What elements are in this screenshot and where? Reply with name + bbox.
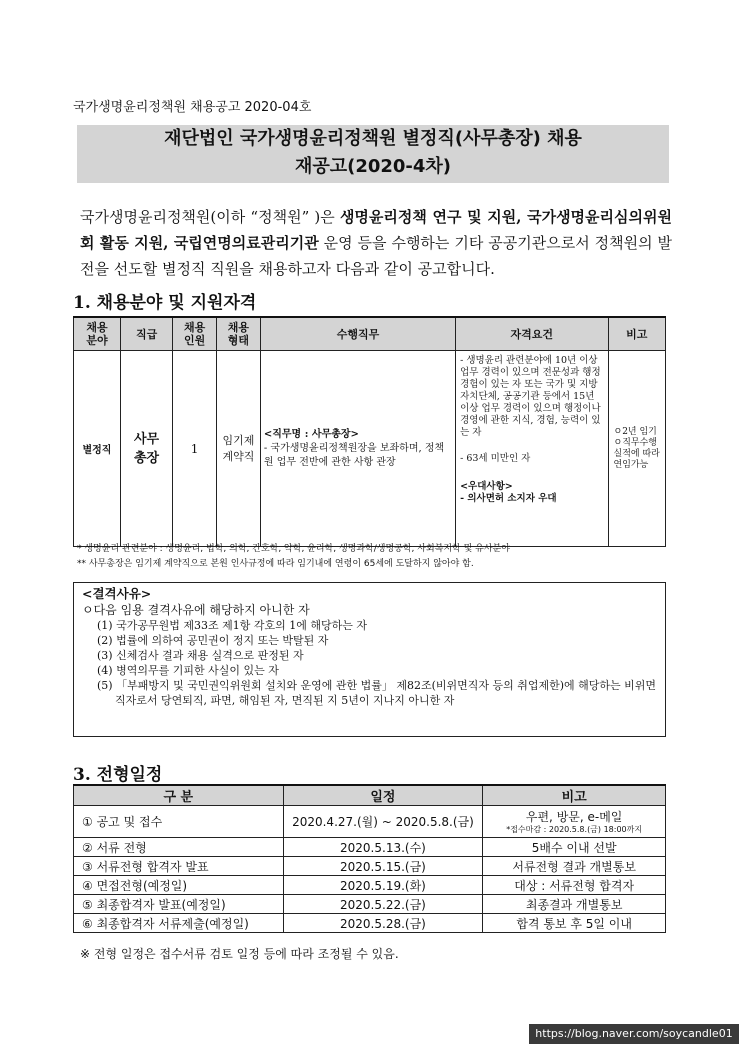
note-2: ㅇ직무수행 실적에 따라 연임가능 bbox=[613, 437, 660, 470]
title-line-1: 재단법인 국가생명윤리정책원 별정직(사무총장) 채용 bbox=[164, 128, 582, 149]
step-cell: ⑤ 최종합격자 발표(예정일) bbox=[74, 895, 284, 914]
table-row bbox=[74, 857, 666, 876]
cell-note bbox=[608, 351, 665, 547]
requirement-2: - 63세 미만인 자 bbox=[460, 453, 531, 464]
header-step: 구 분 bbox=[74, 785, 284, 806]
remark-sub: *접수마감 : 2020.5.8.(금) 18:00까지 bbox=[506, 825, 643, 834]
date-cell: 2020.4.27.(월) ~ 2020.5.8.(금) bbox=[283, 806, 483, 838]
cell-type: 임기제 계약직 bbox=[217, 351, 261, 547]
header-note: 비고 bbox=[608, 317, 665, 351]
date-cell: 2020.5.22.(금) bbox=[283, 895, 483, 914]
header-duty: 수행직무 bbox=[260, 317, 455, 351]
table-row bbox=[74, 806, 666, 838]
note-1: ㅇ2년 임기 bbox=[613, 426, 657, 437]
remark-cell: 서류전형 결과 개별통보 bbox=[483, 857, 666, 876]
table-row bbox=[74, 895, 666, 914]
table-row bbox=[74, 351, 666, 547]
step-cell: ② 서류 전형 bbox=[74, 838, 284, 857]
step-cell: ④ 면접전형(예정일) bbox=[74, 876, 284, 895]
intro-bold: 생명윤리정책 연구 및 지원, 국가생명윤리심의위원회 활동 지원, 국립연명의료관리기관 bbox=[80, 208, 672, 252]
list-item: (3) 신체검사 결과 채용 실격으로 판정된 자 bbox=[97, 649, 304, 662]
section3-title: 3. 전형일정 bbox=[73, 765, 163, 785]
cell-grade: 사무 총장 bbox=[120, 351, 172, 547]
header-date: 일정 bbox=[283, 785, 483, 806]
duty-title: <직무명 : 사무총장> bbox=[263, 428, 359, 440]
preference-item: - 의사면허 소지자 우대 bbox=[460, 493, 557, 504]
header-field: 채용 분야 bbox=[74, 317, 121, 351]
table-row bbox=[74, 914, 666, 933]
disqualification-title: <결격사유> bbox=[82, 586, 152, 601]
schedule-table bbox=[73, 784, 666, 933]
watermark-url: https://blog.naver.com/soycandle01 bbox=[529, 1024, 739, 1044]
header-type: 채용 형태 bbox=[217, 317, 261, 351]
schedule-remark: ※ 전형 일정은 접수서류 검토 일정 등에 따라 조정될 수 있음. bbox=[80, 947, 399, 961]
step-cell: ① 공고 및 접수 bbox=[74, 806, 284, 838]
recruit-table-header bbox=[74, 317, 666, 351]
date-cell: 2020.5.19.(화) bbox=[283, 876, 483, 895]
list-item: (5) 「부패방지 및 국민권익위원회 설치와 운영에 관한 법률」 제82조(비위면직자 등의 취업제한)에 해당하는 비위면직자로서 당연퇴직, 파면, 해임된 자, 면직된 지 5년이 지나지 아니한 자 bbox=[97, 679, 657, 707]
remark-cell: 5배수 이내 선발 bbox=[483, 838, 666, 857]
intro-text-1: 국가생명윤리정책원(이하 “정책원” )은 bbox=[80, 208, 340, 226]
header-requirements: 자격요건 bbox=[456, 317, 608, 351]
intro-paragraph bbox=[80, 204, 672, 282]
recruit-table bbox=[73, 316, 666, 547]
preference-title: <우대사항> bbox=[460, 481, 513, 492]
table-row bbox=[74, 876, 666, 895]
date-cell: 2020.5.28.(금) bbox=[283, 914, 483, 933]
remark-cell bbox=[483, 806, 666, 838]
disqualification-lead: ㅇ다음 임용 결격사유에 해당하지 아니한 자 bbox=[82, 603, 310, 617]
notice-number: 국가생명윤리정책원 채용공고 2020-04호 bbox=[73, 100, 312, 115]
header-grade: 직급 bbox=[120, 317, 172, 351]
section1-title: 1. 채용분야 및 지원자격 bbox=[73, 293, 257, 313]
footnote-2: ** 사무총장은 임기제 계약직으로 본원 인사규정에 따라 임기내에 연령이 65세에 도달하지 않아야 함. bbox=[77, 559, 474, 569]
list-item: (2) 법률에 의하여 공민권이 정지 또는 박탈된 자 bbox=[97, 634, 329, 647]
requirement-1: - 생명윤리 관련분야에 10년 이상 업무 경력이 있으며 전문성과 행정경험이 있는 자 또는 국가 및 지방자치단체, 공공기관 등에서 15년 이상 업무 경력이 있으며 행정이나 경영에 관한 지식, 경험, 능력이 있는 자 bbox=[460, 355, 601, 438]
cell-requirements bbox=[456, 351, 608, 547]
list-item: (1) 국가공무원법 제33조 제1항 각호의 1에 해당하는 자 bbox=[97, 619, 367, 632]
cell-duty bbox=[260, 351, 455, 547]
date-cell: 2020.5.15.(금) bbox=[283, 857, 483, 876]
schedule-table-header bbox=[74, 785, 666, 806]
title-line-2: 재공고(2020-4차) bbox=[294, 156, 452, 177]
step-cell: ③ 서류전형 합격자 발표 bbox=[74, 857, 284, 876]
intro-text-2: 운영 등을 수행하는 기타 공공기관으로서 정책원의 발전을 선도할 별정직 직원을 채용하고자 다음과 같이 공고합니다. bbox=[80, 234, 672, 278]
remark-cell: 최종결과 개별통보 bbox=[483, 895, 666, 914]
header-count: 채용 인원 bbox=[173, 317, 217, 351]
step-cell: ⑥ 최종합격자 서류제출(예정일) bbox=[74, 914, 284, 933]
header-remark: 비고 bbox=[483, 785, 666, 806]
footnote-1: * 생명윤리 관련분야 : 생명윤리, 법학, 의학, 간호학, 약학, 윤리학, 생명과학/생명공학, 사회복지학 및 유사분야 bbox=[77, 544, 510, 554]
remark-cell: 합격 통보 후 5일 이내 bbox=[483, 914, 666, 933]
remark-main: 우편, 방문, e-메일 bbox=[525, 810, 623, 824]
list-item: (4) 병역의무를 기피한 사실이 있는 자 bbox=[97, 664, 279, 677]
table-row bbox=[74, 838, 666, 857]
date-cell: 2020.5.13.(수) bbox=[283, 838, 483, 857]
cell-count: 1 bbox=[173, 351, 217, 547]
page-title bbox=[77, 125, 669, 183]
remark-cell: 대상 : 서류전형 합격자 bbox=[483, 876, 666, 895]
cell-field: 별정직 bbox=[74, 351, 121, 547]
disqualification-box bbox=[73, 582, 666, 737]
duty-desc: - 국가생명윤리정책원장을 보좌하며, 정책원 업무 전반에 관한 사항 관장 bbox=[263, 442, 445, 468]
